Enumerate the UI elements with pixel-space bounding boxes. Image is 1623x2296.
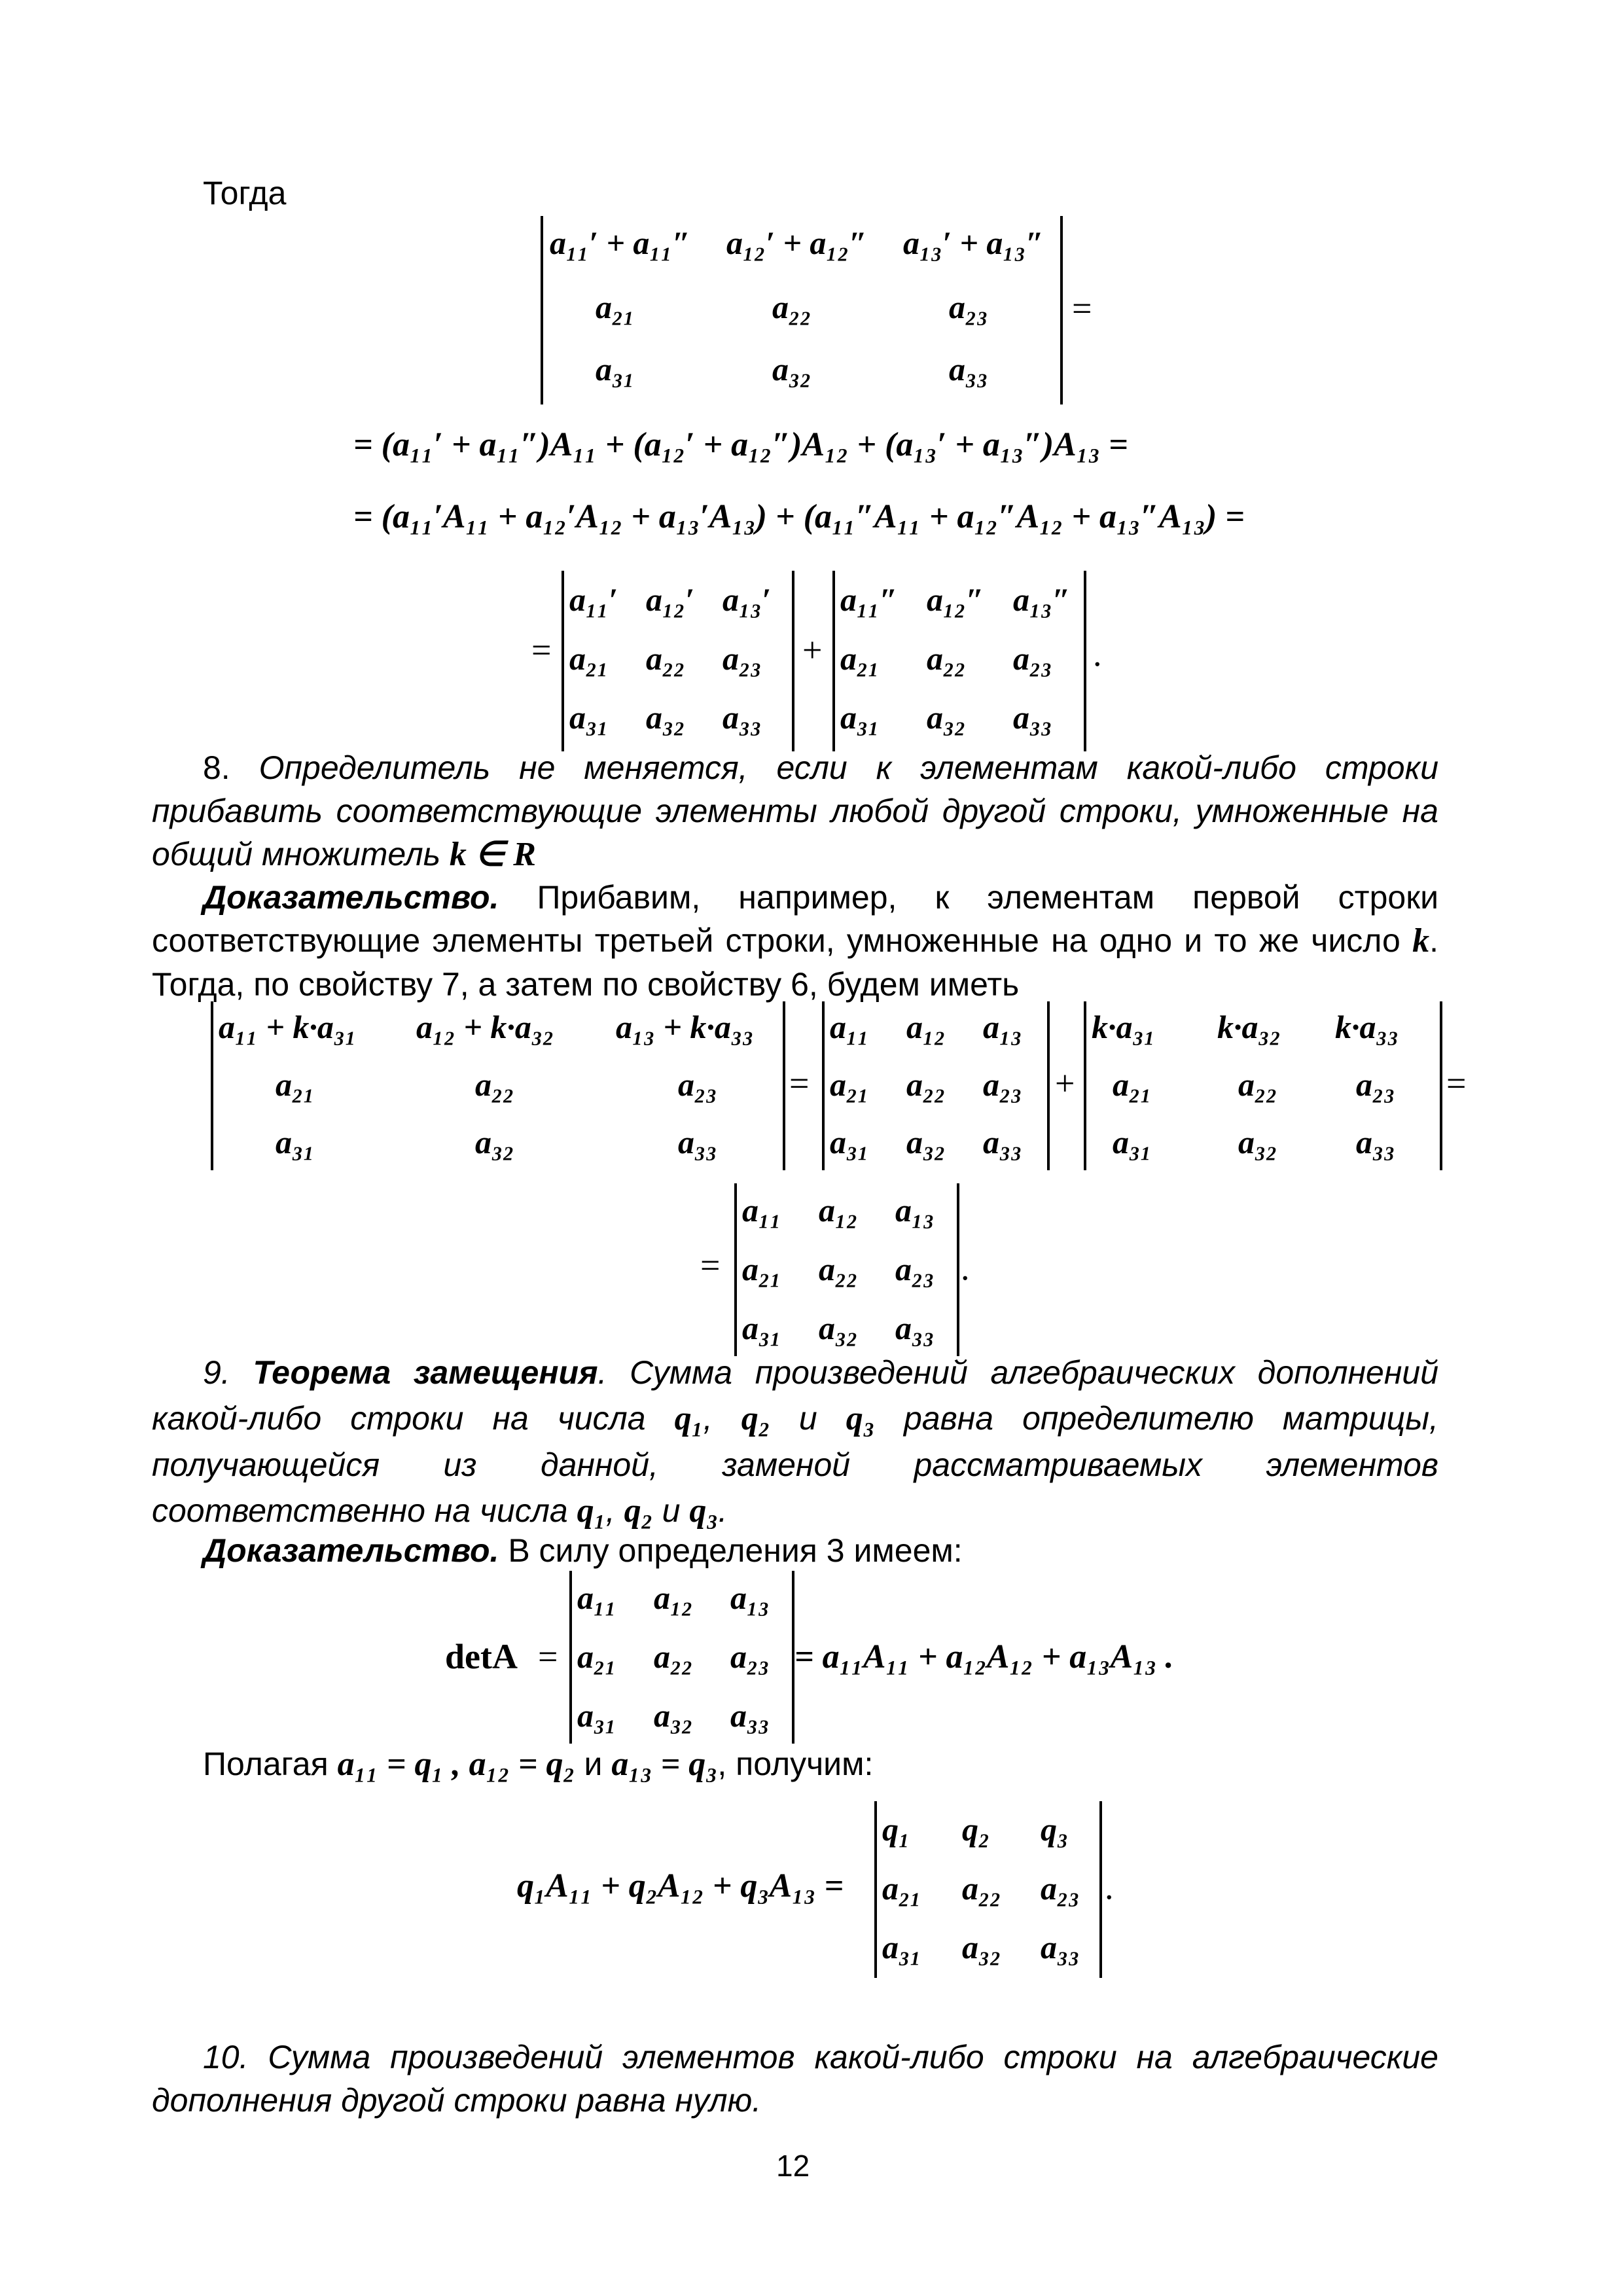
det-cell: q₃	[1041, 1811, 1069, 1848]
det-cell: q₁	[882, 1811, 910, 1848]
det-cell: a₂₃	[1013, 640, 1052, 677]
det-cell: a₁₃ + k·a₃₃	[616, 1009, 754, 1045]
det-cell: a₂₂	[772, 289, 812, 325]
det-cell: a₂₂	[654, 1638, 693, 1675]
q2-symbol: q₂	[624, 1492, 653, 1530]
property-9-text-a: . Сумма произведений алгебраических дополнений какой-либо строки на числа	[152, 1354, 1438, 1437]
det-cell: a₃₁	[577, 1697, 616, 1734]
det-sum-row	[541, 216, 1063, 404]
det-cell: a₁₂	[906, 1009, 946, 1045]
det-cell: a₁₃	[730, 1579, 770, 1616]
page-number: 12	[776, 2149, 810, 2183]
det-cell: k·a₃₃	[1335, 1009, 1399, 1045]
det-cell: a₁₁	[577, 1579, 616, 1616]
det-cell: a₁₃′	[722, 581, 771, 618]
det-cell: a₃₁	[596, 351, 635, 387]
det-cell: a₂₁	[577, 1638, 616, 1675]
det-cell: a₃₁	[276, 1124, 315, 1160]
det-cell: a₁₂′	[646, 581, 694, 618]
det-cell: a₁₃″	[1013, 581, 1071, 618]
det-cell: a₃₃	[730, 1697, 770, 1734]
proof-8-k: k	[1412, 922, 1430, 960]
det-cell: k·a₃₁	[1092, 1009, 1156, 1045]
det-cell: k·a₃₂	[1217, 1009, 1281, 1045]
equals-sign: =	[538, 1637, 558, 1676]
equals-sign: =	[531, 630, 552, 670]
det-cell: a₂₃	[949, 289, 988, 325]
polagaya-word: Полагая	[203, 1746, 329, 1782]
comma: ,	[605, 1492, 615, 1529]
property-9-number: 9.	[203, 1354, 230, 1391]
det-cell: a₃₃	[949, 351, 988, 387]
property-9-name: Теорема замещения	[253, 1354, 598, 1391]
det-cell: a₃₃	[678, 1124, 717, 1160]
det-cell: a₁₁	[742, 1192, 781, 1229]
q2-symbol: q₂	[741, 1400, 770, 1437]
det-cell: a₁₁′	[569, 581, 618, 618]
det-cell: a₃₂	[1238, 1124, 1277, 1160]
property-8	[152, 746, 1438, 876]
period: .	[718, 1492, 728, 1529]
expansion-line-split: = (a₁₁′A₁₁ + a₁₂′A₁₂ + a₁₃′A₁₃) + (a₁₁″A₁₁ + a₁₂″A₁₂ + a₁₃″A₁₃) =	[353, 498, 1245, 535]
plus-sign: +	[802, 630, 823, 670]
det-q	[874, 1801, 1102, 1978]
det-definition	[569, 1571, 794, 1744]
det-cell: a₂₁	[882, 1870, 921, 1907]
det-cell: a₃₂	[927, 699, 966, 736]
equals-sign: =	[1072, 289, 1092, 328]
proof-8-tail: . Тогда, по свойству 7, а затем по свойству 6, будем иметь	[152, 922, 1438, 1003]
det-cell: a₂₁	[596, 289, 635, 325]
det-cell: a₂₃	[678, 1066, 717, 1103]
det-cell: a₂₁	[276, 1066, 315, 1103]
period: .	[961, 1248, 970, 1287]
proof-9-text: В силу определения 3 имеем:	[508, 1532, 963, 1569]
property-10: 10. Сумма произведений элементов какой-либо строки на алгебраические дополнения другой строки равна нулю.	[152, 2039, 1438, 2119]
q-expansion: q₁A₁₁ + q₂A₁₂ + q₃A₁₃ =	[517, 1867, 844, 1905]
proof-9	[203, 1529, 963, 1572]
det-double-prime	[832, 571, 1086, 751]
det-cell: a₂₃	[895, 1251, 935, 1287]
det-cell: a₂₃	[983, 1066, 1022, 1103]
det-cell: a₂₃	[1356, 1066, 1395, 1103]
det-cell: a₃₃	[1013, 699, 1052, 736]
det-plain	[822, 1001, 1050, 1170]
det-cell: a₁₃′ + a₁₃″	[903, 224, 1044, 261]
equals-sign: =	[1446, 1064, 1467, 1103]
det-cell: a₂₂	[927, 640, 966, 677]
det-result	[734, 1183, 959, 1356]
q3-symbol: q₃	[689, 1492, 719, 1530]
det-cell: a₃₃	[983, 1124, 1022, 1160]
det-cell: a₃₁	[882, 1929, 921, 1965]
det-cell: a₃₁	[569, 699, 609, 736]
equals-sign: =	[789, 1064, 810, 1103]
det-cell: a₃₂	[772, 351, 812, 387]
det-cell: a₃₃	[1356, 1124, 1395, 1160]
det-cell: a₂₃	[730, 1638, 770, 1675]
det-cell: a₂₂	[962, 1870, 1001, 1907]
det-cell: a₃₂	[475, 1124, 514, 1160]
togda-text: Тогда	[203, 175, 287, 211]
det-a-label: detA	[445, 1637, 518, 1676]
period: .	[1105, 1867, 1114, 1907]
comma: ,	[703, 1400, 713, 1437]
det-k-only	[1084, 1001, 1442, 1170]
property-8-number: 8.	[203, 749, 230, 786]
det-cell: a₁₂	[654, 1579, 693, 1616]
det-cell: a₃₂	[906, 1124, 946, 1160]
det-cell: a₃₃	[1041, 1929, 1080, 1965]
det-cell: a₁₂″	[927, 581, 984, 618]
det-cell: a₁₂′ + a₁₂″	[726, 224, 867, 261]
det-cell: q₂	[962, 1811, 990, 1848]
det-cell: a₃₁	[840, 699, 880, 736]
det-cell: a₁₂ + k·a₃₂	[416, 1009, 554, 1045]
det-cell: a₂₂	[906, 1066, 946, 1103]
det-cell: a₃₃	[895, 1310, 935, 1346]
equals-sign: =	[700, 1246, 721, 1285]
det-cell: a₂₂	[475, 1066, 514, 1103]
substitution-line	[203, 1742, 873, 1786]
det-cell: a₂₁	[840, 640, 880, 677]
det-cell: a₂₂	[646, 640, 685, 677]
det-cell: a₃₁	[742, 1310, 781, 1346]
substitution-a: a₁₁ = q₁ , a₁₂ = q₂	[337, 1746, 575, 1783]
det-cell: a₂₁	[830, 1066, 869, 1103]
det-cell: a₁₁′ + a₁₁″	[550, 224, 690, 261]
proof-8-text: Прибавим, например, к элементам первой строки соответствующие элементы третьей строки, умноженные на одно и то же число	[152, 879, 1438, 959]
det-cell: a₃₂	[646, 699, 685, 736]
det-prime	[562, 571, 794, 751]
and-word: и	[798, 1400, 817, 1437]
det-cell: a₃₃	[722, 699, 762, 736]
proof-label: Доказательство.	[203, 1532, 499, 1569]
period: .	[1093, 634, 1102, 673]
and-word: и	[584, 1746, 603, 1782]
q3-symbol: q₃	[846, 1400, 875, 1437]
det-cell: a₂₁	[1113, 1066, 1152, 1103]
det-cell: a₁₃	[983, 1009, 1022, 1045]
det-cell: a₃₂	[654, 1697, 693, 1734]
det-cell: a₁₃	[895, 1192, 935, 1229]
det-cell: a₁₁″	[840, 581, 898, 618]
det-cell: a₂₁	[742, 1251, 781, 1287]
det-cell: a₁₂	[819, 1192, 858, 1229]
property-9-text-b: равна определителю матрицы, получающейся из данной, заменой рассматриваемых элементов соответственно на числа	[152, 1400, 1438, 1529]
det-cell: a₃₁	[1113, 1124, 1152, 1160]
det-cell: a₂₃	[722, 640, 762, 677]
property-8-k: k ∈ R	[449, 836, 536, 873]
det-cell: a₁₁	[830, 1009, 869, 1045]
poluchim-word: , получим:	[717, 1746, 874, 1782]
property-8-text: Определитель не меняется, если к элементам какой-либо строки прибавить соответствующие элементы любой другой строки, умноженные на общий множитель	[152, 749, 1438, 872]
q1-symbol: q₁	[577, 1492, 606, 1530]
det-cell: a₃₂	[819, 1310, 858, 1346]
q1-symbol: q₁	[674, 1400, 704, 1437]
expansion-line-sum: = (a₁₁′ + a₁₁″)A₁₁ + (a₁₂′ + a₁₂″)A₁₂ + (a₁₃′ + a₁₃″)A₁₃ =	[353, 426, 1128, 463]
proof-8	[152, 876, 1438, 1006]
det-cell: a₂₁	[569, 640, 609, 677]
and-word: и	[662, 1492, 681, 1529]
det-cell: a₁₁ + k·a₃₁	[219, 1009, 357, 1045]
substitution-b: a₁₃ = q₃	[611, 1746, 718, 1783]
det-cell: a₃₁	[830, 1124, 869, 1160]
plus-sign: +	[1055, 1064, 1075, 1103]
proof-label: Доказательство.	[203, 879, 499, 916]
det-cell: a₂₃	[1041, 1870, 1080, 1907]
det-a-expansion: = a₁₁A₁₁ + a₁₂A₁₂ + a₁₃A₁₃ .	[794, 1638, 1174, 1676]
det-k-row	[211, 1001, 785, 1170]
property-9	[152, 1350, 1438, 1534]
det-cell: a₂₂	[819, 1251, 858, 1287]
det-cell: a₂₂	[1238, 1066, 1277, 1103]
det-cell: a₃₂	[962, 1929, 1001, 1965]
